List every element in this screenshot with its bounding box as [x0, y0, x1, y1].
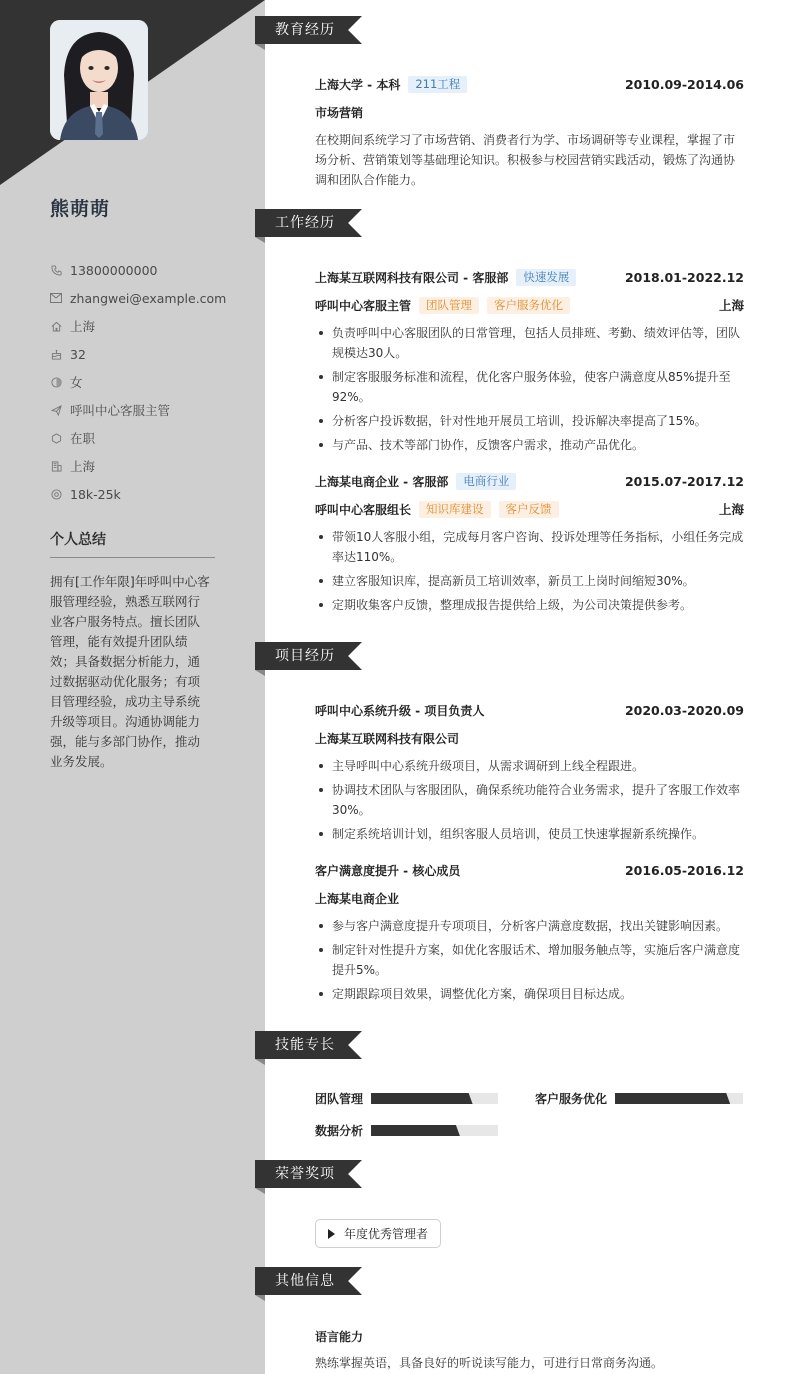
- section-title: 荣誉奖项: [275, 1166, 335, 1182]
- work-city: 上海: [718, 298, 744, 313]
- project-date: 2020.03-2020.09: [624, 702, 744, 718]
- school-tag: 211工程: [408, 76, 467, 93]
- job-title: 呼叫中心客服组长: [315, 502, 412, 517]
- list-item: 参与客户满意度提升专项项目，分析客户满意度数据，找出关键影响因素。: [315, 916, 744, 936]
- other-desc: 熟练掌握英语，具备良好的听说读写能力，可进行日常商务沟通。: [315, 1356, 664, 1370]
- info-status: [50, 424, 240, 452]
- play-icon: [328, 1229, 335, 1239]
- school-name: 上海大学 - 本科: [315, 77, 401, 92]
- info-age: [50, 340, 240, 368]
- building-icon: [50, 460, 62, 472]
- section-title: 工作经历: [275, 215, 335, 231]
- skill-name: 数据分析: [315, 1124, 364, 1138]
- skill-bar: [371, 1125, 498, 1136]
- summary-title: 个人总结: [50, 529, 215, 558]
- major-name: 市场营销: [315, 105, 364, 120]
- list-item: 制定针对性提升方案，如优化客服话术、增加服务触点等，实施后客户满意度提升5%。: [315, 940, 744, 980]
- salary-text: 18k-25k: [70, 486, 121, 502]
- skill-item: [535, 1090, 743, 1107]
- role-tag: 知识库建设: [419, 501, 491, 518]
- info-job-target: [50, 396, 240, 424]
- info-work-city: [50, 452, 240, 480]
- other-entry: [315, 1326, 744, 1373]
- skill-bar: [615, 1093, 743, 1104]
- job-target-text: 呼叫中心客服主管: [70, 403, 171, 418]
- list-item: 主导呼叫中心系统升级项目，从需求调研到上线全程跟进。: [315, 756, 744, 776]
- skill-bar: [371, 1093, 498, 1104]
- education-date: 2010.09-2014.06: [624, 76, 744, 92]
- info-email: [50, 284, 240, 312]
- project-bullets: [315, 756, 744, 844]
- work-date: 2015.07-2017.12: [624, 473, 744, 489]
- role-tag: 客户服务优化: [487, 297, 570, 314]
- sidebar: [0, 0, 265, 1374]
- info-location: [50, 312, 240, 340]
- home-icon: [50, 320, 62, 332]
- work-bullets: [315, 527, 744, 615]
- project-title: 客户满意度提升 - 核心成员: [315, 863, 461, 878]
- work-city-text: 上海: [70, 459, 96, 474]
- section-header-education: [255, 16, 365, 44]
- project-bullets: [315, 916, 744, 1004]
- other-title: 语言能力: [315, 1329, 364, 1344]
- company-tag: 电商行业: [456, 473, 516, 490]
- summary-text: 拥有[工作年限]年呼叫中心客服管理经验，熟悉互联网行业客户服务特点。擅长团队管理，能有效提升团队绩效；具备数据分析能力，通过数据驱动优化服务；有项目管理经验，成功主导系统升级等项目。沟通协调能力强，能与多部门协作，推动业务发展。: [50, 574, 210, 769]
- phone-text: 13800000000: [70, 262, 158, 278]
- email-text: zhangwei@example.com: [70, 290, 227, 306]
- mail-icon: [50, 292, 62, 304]
- list-item: 制定客服服务标准和流程，优化客户服务体验，使客户满意度从85%提升至92%。: [315, 367, 744, 407]
- status-text: 在职: [70, 431, 96, 446]
- project-entry: [315, 700, 744, 848]
- avatar: [50, 20, 148, 140]
- work-city: 上海: [718, 502, 744, 517]
- section-header-awards: [255, 1160, 365, 1188]
- list-item: 制定系统培训计划，组织客服人员培训，使员工快速掌握新系统操作。: [315, 824, 744, 844]
- cake-icon: [50, 348, 62, 360]
- location-text: 上海: [70, 319, 96, 334]
- education-desc: 在校期间系统学习了市场营销、消费者行为学、市场调研等专业课程，掌握了市场分析、营销策划等基础理论知识。积极参与校园营销实践活动，锻炼了沟通协调和团队合作能力。: [315, 133, 736, 187]
- list-item: 协调技术团队与客服团队，确保系统功能符合业务需求，提升了客服工作效率30%。: [315, 780, 744, 820]
- section-title: 其他信息: [275, 1273, 335, 1289]
- job-title: 呼叫中心客服主管: [315, 298, 412, 313]
- main-content: [265, 0, 794, 1374]
- skill-bar-fill: [371, 1093, 473, 1104]
- age-text: 32: [70, 346, 86, 362]
- role-tag: 客户反馈: [499, 501, 559, 518]
- project-date: 2016.05-2016.12: [624, 862, 744, 878]
- role-tag: 团队管理: [419, 297, 479, 314]
- send-icon: [50, 404, 62, 416]
- company-tag: 快速发展: [516, 269, 576, 286]
- work-entry: [315, 267, 744, 459]
- list-item: 建立客服知识库，提高新员工培训效率，新员工上岗时间缩短30%。: [315, 571, 744, 591]
- section-title: 技能专长: [275, 1037, 335, 1053]
- list-item: 分析客户投诉数据，针对性地开展员工培训，投诉解决率提高了15%。: [315, 411, 744, 431]
- gender-icon: [50, 376, 62, 388]
- award-name: 年度优秀管理者: [344, 1227, 429, 1241]
- education-entry: [315, 74, 744, 190]
- project-entry: [315, 860, 744, 1008]
- work-date: 2018.01-2022.12: [624, 269, 744, 285]
- list-item: 定期收集客户反馈，整理成报告提供给上级，为公司决策提供参考。: [315, 595, 744, 615]
- list-item: 负责呼叫中心客服团队的日常管理，包括人员排班、考勤、绩效评估等，团队规模达30人。: [315, 323, 744, 363]
- skill-item: [315, 1090, 498, 1107]
- phone-icon: [50, 264, 62, 276]
- status-icon: [50, 432, 62, 444]
- project-org: 上海某互联网科技有限公司: [315, 731, 460, 746]
- project-title: 呼叫中心系统升级 - 项目负责人: [315, 703, 485, 718]
- skill-name: 客户服务优化: [535, 1092, 608, 1106]
- section-header-skills: [255, 1031, 365, 1059]
- gender-text: 女: [70, 375, 83, 390]
- info-salary: [50, 480, 240, 508]
- skill-bar-fill: [615, 1093, 730, 1104]
- section-header-projects: [255, 642, 365, 670]
- skill-item: [315, 1122, 498, 1139]
- company-name: 上海某电商企业 - 客服部: [315, 474, 449, 489]
- work-entry: [315, 471, 744, 619]
- list-item: 带领10人客服小组，完成每月客户咨询、投诉处理等任务指标，小组任务完成率达110%。: [315, 527, 744, 567]
- contact-info-list: [50, 256, 240, 508]
- award-item: [315, 1219, 441, 1248]
- section-title: 项目经历: [275, 648, 335, 664]
- section-header-other: [255, 1267, 365, 1295]
- section-title: 教育经历: [275, 22, 335, 38]
- skill-bar-fill: [371, 1125, 460, 1136]
- company-name: 上海某互联网科技有限公司 - 客服部: [315, 270, 509, 285]
- skill-name: 团队管理: [315, 1092, 364, 1106]
- list-item: 与产品、技术等部门协作，反馈客户需求，推动产品优化。: [315, 435, 744, 455]
- info-gender: [50, 368, 240, 396]
- work-bullets: [315, 323, 744, 455]
- section-header-work: [255, 209, 365, 237]
- list-item: 定期跟踪项目效果，调整优化方案，确保项目目标达成。: [315, 984, 744, 1004]
- project-org: 上海某电商企业: [315, 891, 400, 906]
- money-icon: [50, 488, 62, 500]
- info-phone: [50, 256, 240, 284]
- candidate-name: 熊萌萌: [50, 198, 111, 220]
